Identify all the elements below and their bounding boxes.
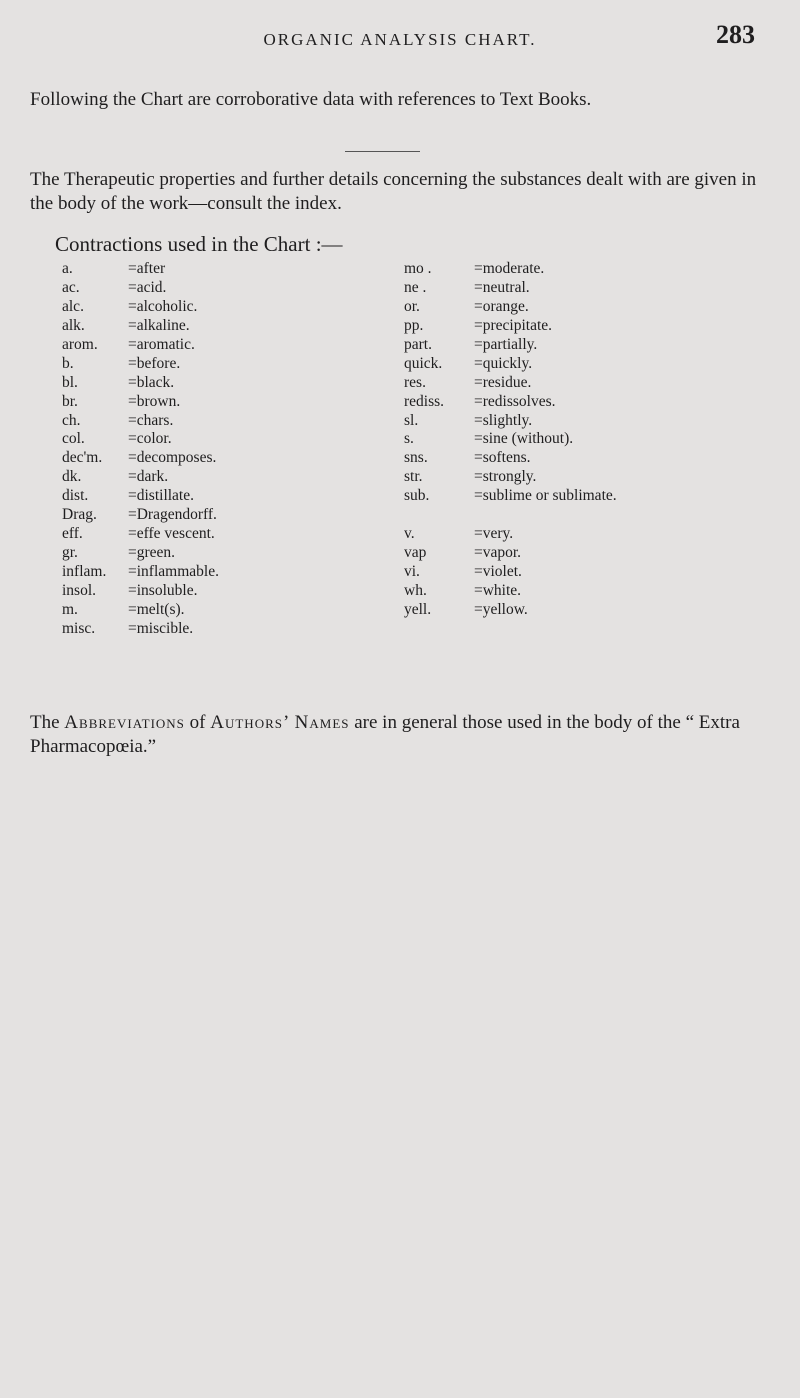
contraction-abbreviation: wh.: [404, 581, 427, 599]
contraction-abbreviation: rediss.: [404, 392, 445, 410]
contraction-row: [404, 582, 800, 601]
contraction-meaning: =redissolves.: [474, 392, 556, 410]
contraction-abbreviation: insol.: [62, 581, 97, 599]
contraction-meaning: =partially.: [474, 335, 538, 353]
contraction-meaning: =orange.: [474, 297, 529, 315]
contraction-meaning: =alkaline.: [128, 316, 190, 334]
contraction-abbreviation: col.: [62, 430, 85, 448]
contraction-meaning: =quickly.: [474, 354, 533, 372]
contraction-meaning: =vapor.: [474, 544, 522, 562]
contraction-abbreviation: s.: [404, 430, 414, 448]
contraction-row: [62, 412, 392, 431]
contraction-row: [404, 468, 800, 487]
contraction-row: [62, 260, 392, 279]
contraction-abbreviation: mo .: [404, 260, 432, 277]
contraction-meaning: =brown.: [128, 392, 181, 410]
contraction-row: [62, 582, 392, 601]
contraction-abbreviation: m.: [62, 600, 78, 618]
contraction-abbreviation: dk.: [62, 468, 82, 486]
contraction-row: [404, 260, 800, 279]
intro-paragraph-2: The Therapeutic properties and further details concerning the substances dealt with are given in the body of the work—consult the index.: [30, 169, 757, 214]
contraction-row: [404, 563, 800, 582]
contraction-meaning: =after: [128, 260, 166, 277]
contraction-meaning: =insoluble.: [128, 581, 198, 599]
contraction-abbreviation: dec'm.: [62, 449, 103, 467]
contraction-row: [62, 544, 392, 563]
contraction-meaning: =residue.: [474, 373, 532, 391]
contraction-meaning: =distillate.: [128, 487, 194, 505]
contraction-row: [62, 601, 392, 620]
contraction-row: [62, 355, 392, 374]
note-authors-names: Authors’ Names: [210, 712, 350, 733]
contractions-title: Contractions used in the Chart :—: [55, 232, 343, 256]
note-prefix: The: [30, 712, 65, 733]
contraction-row: [62, 374, 392, 393]
contraction-abbreviation: arom.: [62, 335, 98, 353]
contraction-abbreviation: yell.: [404, 600, 432, 618]
contraction-meaning: =miscible.: [128, 619, 194, 637]
note-abbreviations: Abbreviations: [64, 712, 185, 733]
contraction-row: [62, 317, 392, 336]
contraction-meaning: =inflammable.: [128, 563, 219, 580]
contraction-row: [404, 487, 800, 506]
note-rest: are in general those used in the body of the “ Extra Pharmacopœia.”: [30, 712, 740, 757]
contraction-meaning: =black.: [128, 373, 175, 391]
contraction-meaning: =melt(s).: [128, 600, 185, 618]
section-divider: [345, 151, 420, 152]
contraction-row: [62, 298, 392, 317]
contraction-meaning: =before.: [128, 354, 181, 372]
contraction-row: [404, 393, 800, 412]
contraction-row: [62, 449, 392, 468]
contraction-row: [404, 279, 800, 298]
contraction-meaning: =neutral.: [474, 278, 530, 296]
contraction-abbreviation: alk.: [62, 316, 85, 334]
contraction-meaning: =effe vescent.: [128, 525, 215, 543]
contraction-meaning: =moderate.: [474, 260, 545, 277]
contraction-row: [404, 374, 800, 393]
contraction-meaning: =sine (without).: [474, 430, 574, 448]
contraction-row: [404, 544, 800, 563]
contraction-row: [62, 506, 392, 525]
contraction-abbreviation: b.: [62, 354, 74, 372]
contraction-row: [62, 487, 392, 506]
contraction-row: [404, 317, 800, 336]
contraction-row: [62, 393, 392, 412]
contraction-row: [404, 298, 800, 317]
contraction-abbreviation: eff.: [62, 525, 83, 543]
contraction-abbreviation: str.: [404, 468, 423, 486]
contraction-meaning: =Dragendorff.: [128, 506, 217, 524]
contraction-abbreviation: br.: [62, 392, 78, 410]
contraction-row: [404, 525, 800, 544]
contraction-abbreviation: part.: [404, 335, 432, 353]
contraction-meaning: =chars.: [128, 411, 174, 429]
contractions-left-column: [62, 260, 392, 639]
contraction-meaning: =yellow.: [474, 600, 528, 618]
contraction-abbreviation: quick.: [404, 354, 443, 372]
contraction-row: [62, 563, 392, 582]
contraction-abbreviation: ac.: [62, 278, 80, 296]
contraction-meaning: =softens.: [474, 449, 531, 467]
contraction-abbreviation: sub.: [404, 487, 430, 505]
contraction-abbreviation: v.: [404, 525, 415, 543]
contractions-right-column: [404, 260, 800, 620]
contraction-abbreviation: Drag.: [62, 506, 97, 524]
contraction-abbreviation: ch.: [62, 411, 81, 429]
contraction-abbreviation: sns.: [404, 449, 428, 467]
contraction-row: [404, 601, 800, 620]
contraction-meaning: =slightly.: [474, 411, 533, 429]
contraction-abbreviation: dist.: [62, 487, 89, 505]
contraction-abbreviation: res.: [404, 373, 426, 391]
contraction-abbreviation: inflam.: [62, 563, 107, 580]
contraction-row: [62, 279, 392, 298]
contraction-meaning: =very.: [474, 525, 514, 543]
contraction-row: [62, 525, 392, 544]
intro-paragraph-1: Following the Chart are corroborative data with references to Text Books.: [30, 89, 592, 110]
contraction-meaning: =strongly.: [474, 468, 537, 486]
contraction-row: [404, 336, 800, 355]
contraction-row: [404, 355, 800, 374]
contraction-meaning: =alcoholic.: [128, 297, 198, 315]
running-header: ORGANIC ANALYSIS CHART.: [263, 30, 537, 49]
contraction-row: [62, 430, 392, 449]
contraction-abbreviation: pp.: [404, 316, 424, 334]
contraction-abbreviation: a.: [62, 260, 73, 277]
contraction-abbreviation: vap: [404, 544, 427, 562]
contraction-row: [404, 506, 800, 525]
contraction-abbreviation: gr.: [62, 544, 78, 562]
contraction-row: [62, 336, 392, 355]
contraction-meaning: =precipitate.: [474, 316, 553, 334]
contraction-meaning: =acid.: [128, 278, 167, 296]
contraction-abbreviation: sl.: [404, 411, 419, 429]
contraction-abbreviation: bl.: [62, 373, 78, 391]
contraction-meaning: =aromatic.: [128, 335, 195, 353]
contraction-abbreviation: alc.: [62, 297, 84, 315]
abbreviations-note: [30, 711, 770, 759]
contraction-abbreviation: or.: [404, 297, 420, 315]
note-of: of: [184, 712, 211, 733]
contraction-abbreviation: misc.: [62, 619, 96, 637]
contraction-row: [404, 412, 800, 431]
page-number: 283: [716, 20, 755, 49]
contraction-meaning: =green.: [128, 544, 176, 562]
contraction-row: [62, 468, 392, 487]
contraction-abbreviation: ne .: [404, 278, 427, 296]
contraction-meaning: =decomposes.: [128, 449, 217, 467]
contraction-row: [404, 430, 800, 449]
contraction-row: [62, 620, 392, 639]
contraction-meaning: =white.: [474, 581, 522, 599]
contraction-meaning: =sublime or sublimate.: [474, 487, 617, 505]
contraction-meaning: =violet.: [474, 563, 522, 580]
contraction-row: [404, 449, 800, 468]
contraction-abbreviation: vi.: [404, 563, 420, 580]
contraction-meaning: =color.: [128, 430, 172, 448]
contraction-meaning: =dark.: [128, 468, 169, 486]
